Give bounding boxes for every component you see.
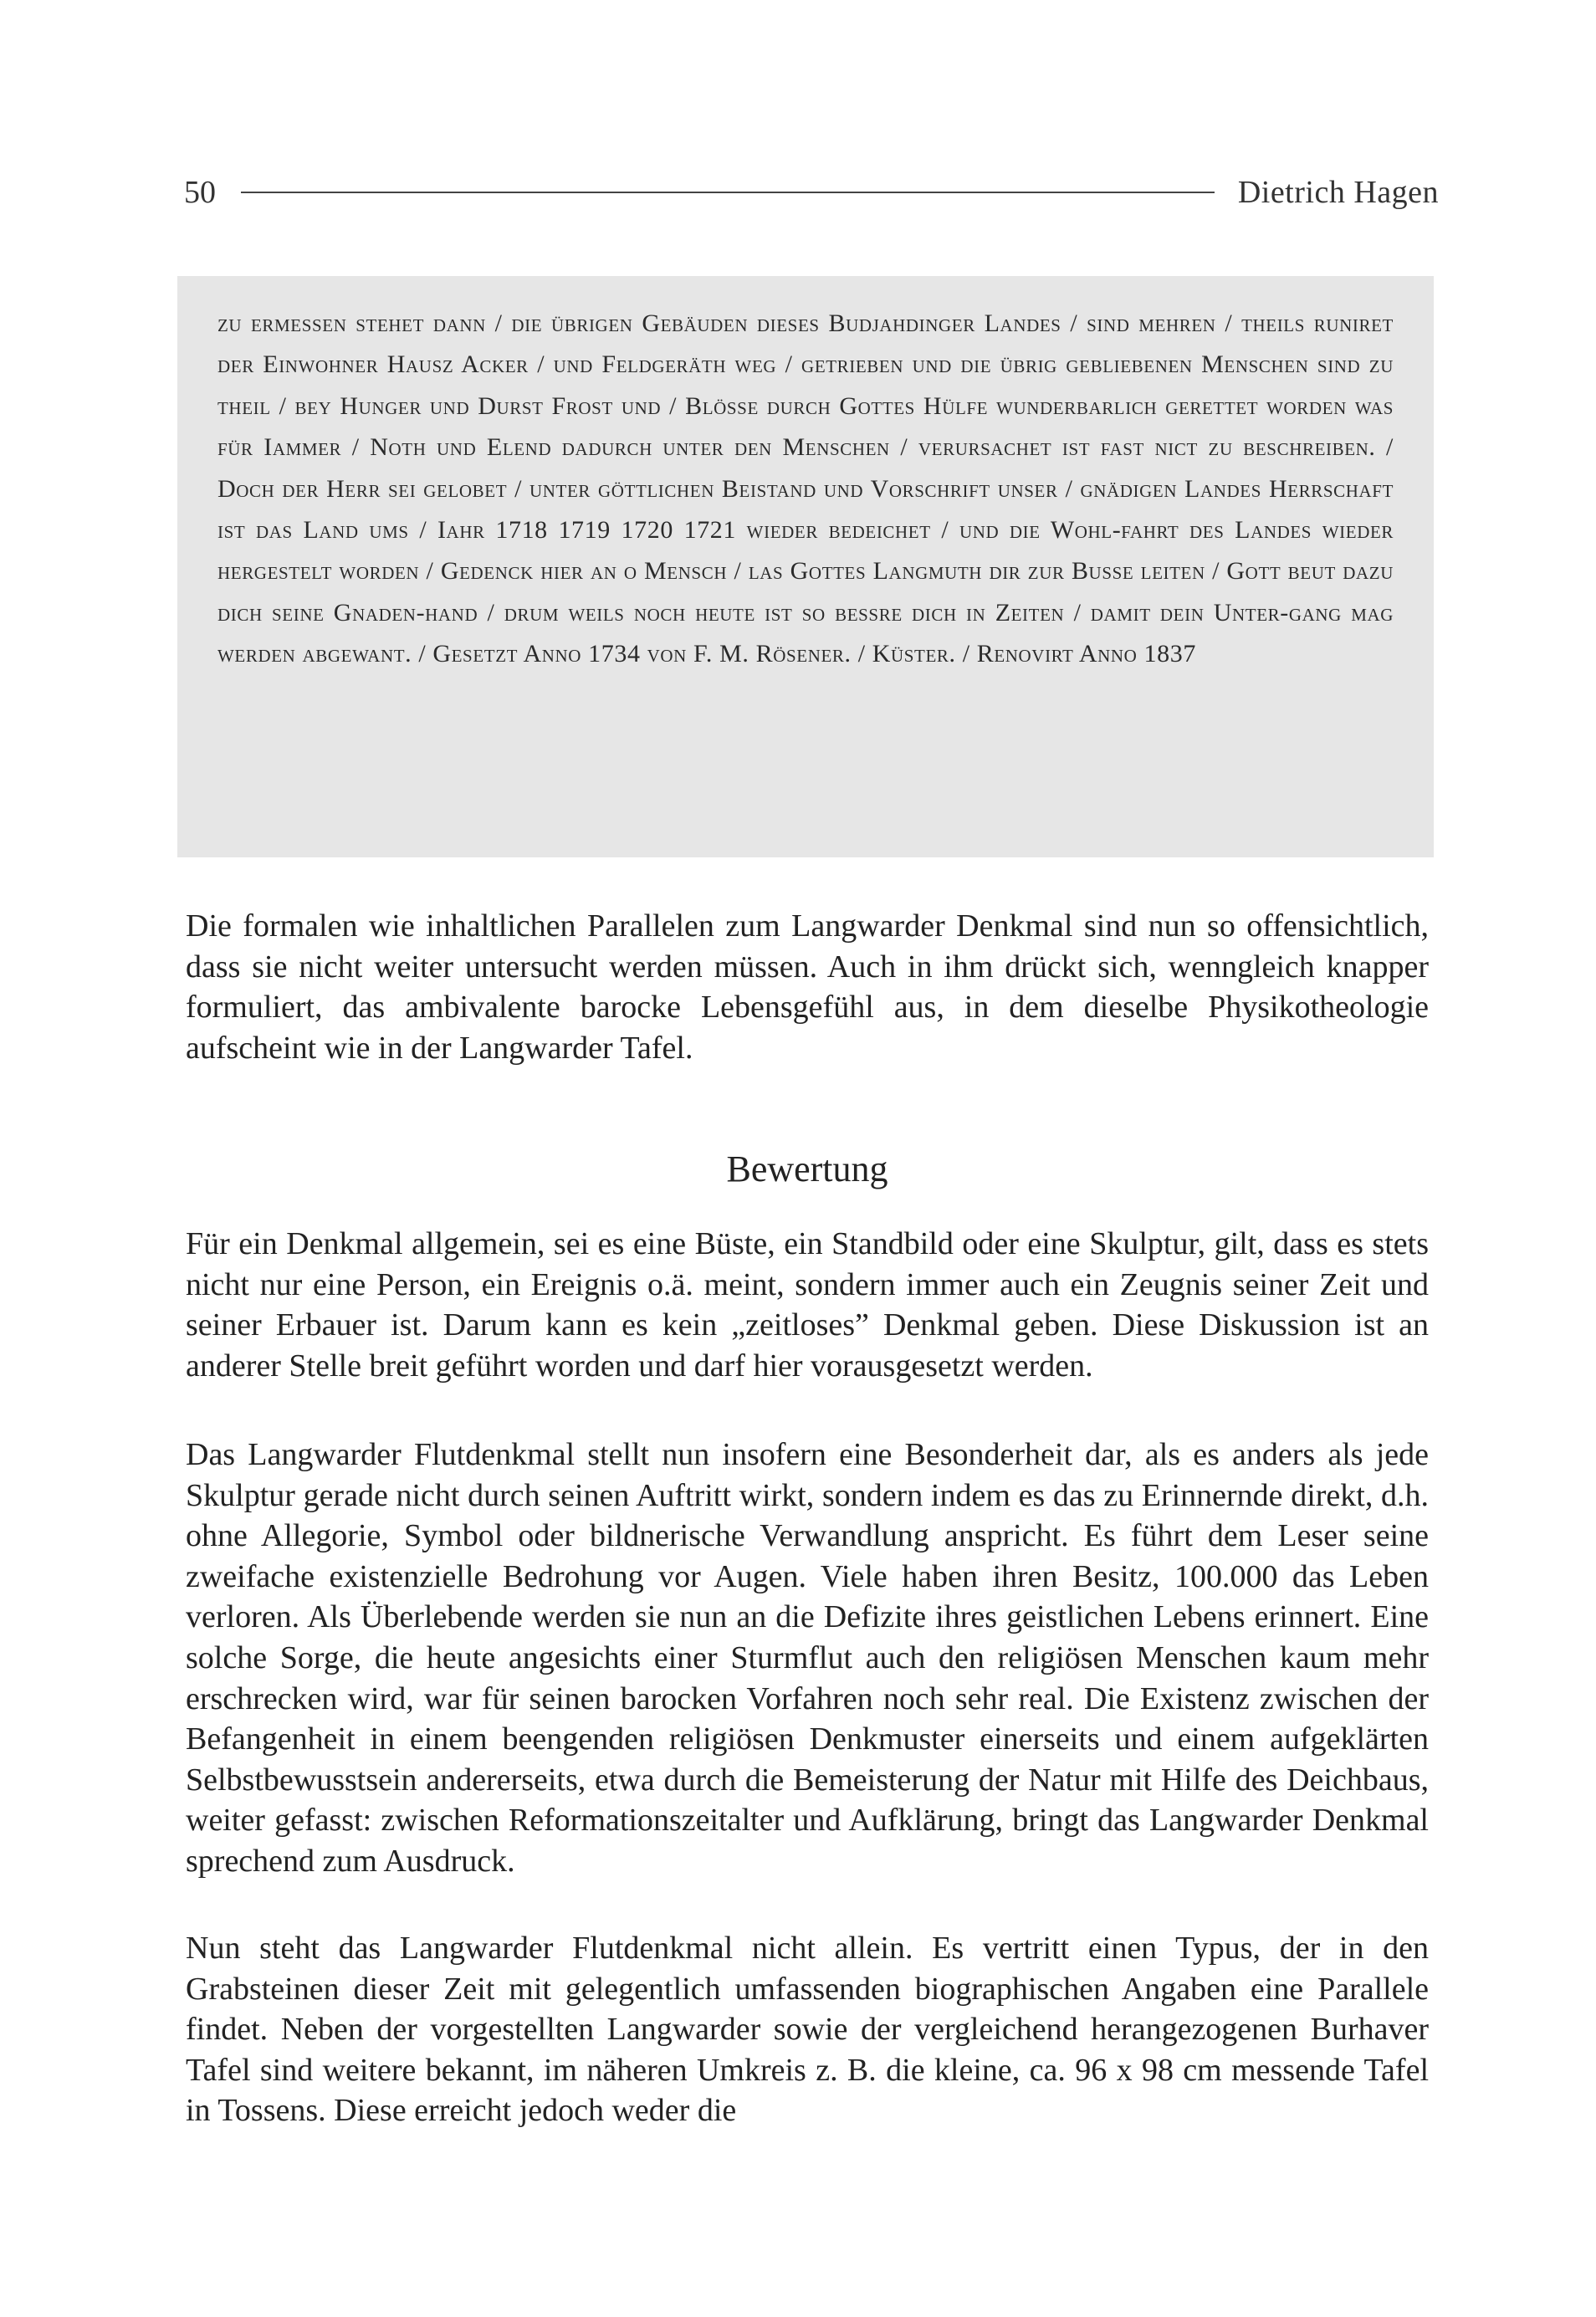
section-title: Bewertung xyxy=(726,1148,888,1189)
inscription-block xyxy=(177,276,1434,857)
header-rule xyxy=(241,192,1215,193)
paragraph-parallels: Die formalen wie inhaltlichen Parallelen zum Langwarder Denkmal sind nun so offensichtlich, dass sie nicht weiter untersucht werden müssen. Auch in ihm drückt sich, wenngleich knapper formuliert, das ambivalente barocke Lebensgefühl aus, in dem dieselbe Physikotheologie aufscheint wie in der Langwarder Tafel. xyxy=(186,908,1429,1066)
paragraph-typus: Nun steht das Langwarder Flutdenkmal nicht allein. Es vertritt einen Typus, der in den Grabsteinen dieser Zeit mit gelegentlich umfassenden biographischen Angaben eine Parallele findet. Neben der vorgestellten Langwarder sowie der vergleichend herangezogenen Burhaver Tafel sind weitere bekannt, im näheren Umkreis z. B. die kleine, ca. 96 x 98 cm messende Tafel in Tossens. Diese erreicht jedoch weder die xyxy=(186,1931,1429,2129)
running-head-author: Dietrich Hagen xyxy=(1237,175,1439,210)
paragraph-denkmal-allgemein: Für ein Denkmal allgemein, sei es eine Büste, ein Standbild oder eine Skulptur, gilt, dass es stets nicht nur eine Person, ein Ereignis o.ä. meint, sondern immer auch ein Zeugnis seiner Zeit und seiner Erbauer ist. Darum kann es kein „zeitloses” Denkmal geben. Diese Diskussion ist an anderer Stelle breit geführt worden und darf hier vorausgesetzt werden. xyxy=(186,1226,1429,1384)
inscription-text: zu ermessen stehet dann / die übrigen Gebäuden dieses Budjahdinger Landes / sind mehren / theils runiret der Einwohner Hausz Acker / und Feldgeräth weg / getrieben und die übrig gebliebenen Menschen sind zu theil / bey Hunger und Durst Frost und / Blösse durch Gottes Hülfe wunderbarlich gerettet worden was für Iammer / Noth und Elend dadurch unter den Menschen / verursachet ist fast nict zu beschreiben. / Doch der Herr sei gelobet / unter göttlichen Beistand und Vorschrift unser / gnädigen Landes Herrschaft ist das Land ums / Iahr 1718 1719 1720 1721 wieder bedeichet / und die Wohl-fahrt des Landes wieder hergestelt worden / Gedenck hier an o Mensch / las Gottes Langmuth dir zur Busse leiten / Gott beut dazu dich seine Gnaden-hand / drum weils noch heute ist so bessre dich in Zeiten / damit dein Unter-gang mag werden abgewant. / Gesetzt Anno 1734 von F. M. Rösener. / Küster. / Renovirt Anno 1837 xyxy=(217,309,1394,668)
page-header xyxy=(184,167,1439,217)
paragraph-besonderheit: Das Langwarder Flutdenkmal stellt nun insofern eine Besonderheit dar, als es anders als jede Skulptur gerade nicht durch seinen Auftritt wirkt, sondern indem es das zu Erinnernde direkt, d.h. ohne Allegorie, Symbol oder bildnerische Verwandlung anspricht. Es führt dem Leser seine zweifache existenzielle Bedrohung vor Augen. Viele haben ihren Besitz, 100.000 das Leben verloren. Als Überlebende werden sie nun an die Defizite ihres geistlichen Lebens erinnert. Eine solche Sorge, die heute angesichts einer Sturmflut auch den religiösen Menschen kaum mehr erschrecken wird, war für seinen barocken Vorfahren noch sehr real. Die Existenz zwischen der Befangenheit in einem beengenden religiösen Denkmuster einerseits und einem aufgeklärten Selbstbewusstsein andererseits, etwa durch die Bemeisterung der Natur mit Hilfe des Deichbaus, weiter gefasst: zwischen Reformationszeitalter und Aufklärung, bringt das Langwarder Denkmal sprechend zum Ausdruck. xyxy=(186,1437,1429,1879)
page-number: 50 xyxy=(184,175,216,210)
